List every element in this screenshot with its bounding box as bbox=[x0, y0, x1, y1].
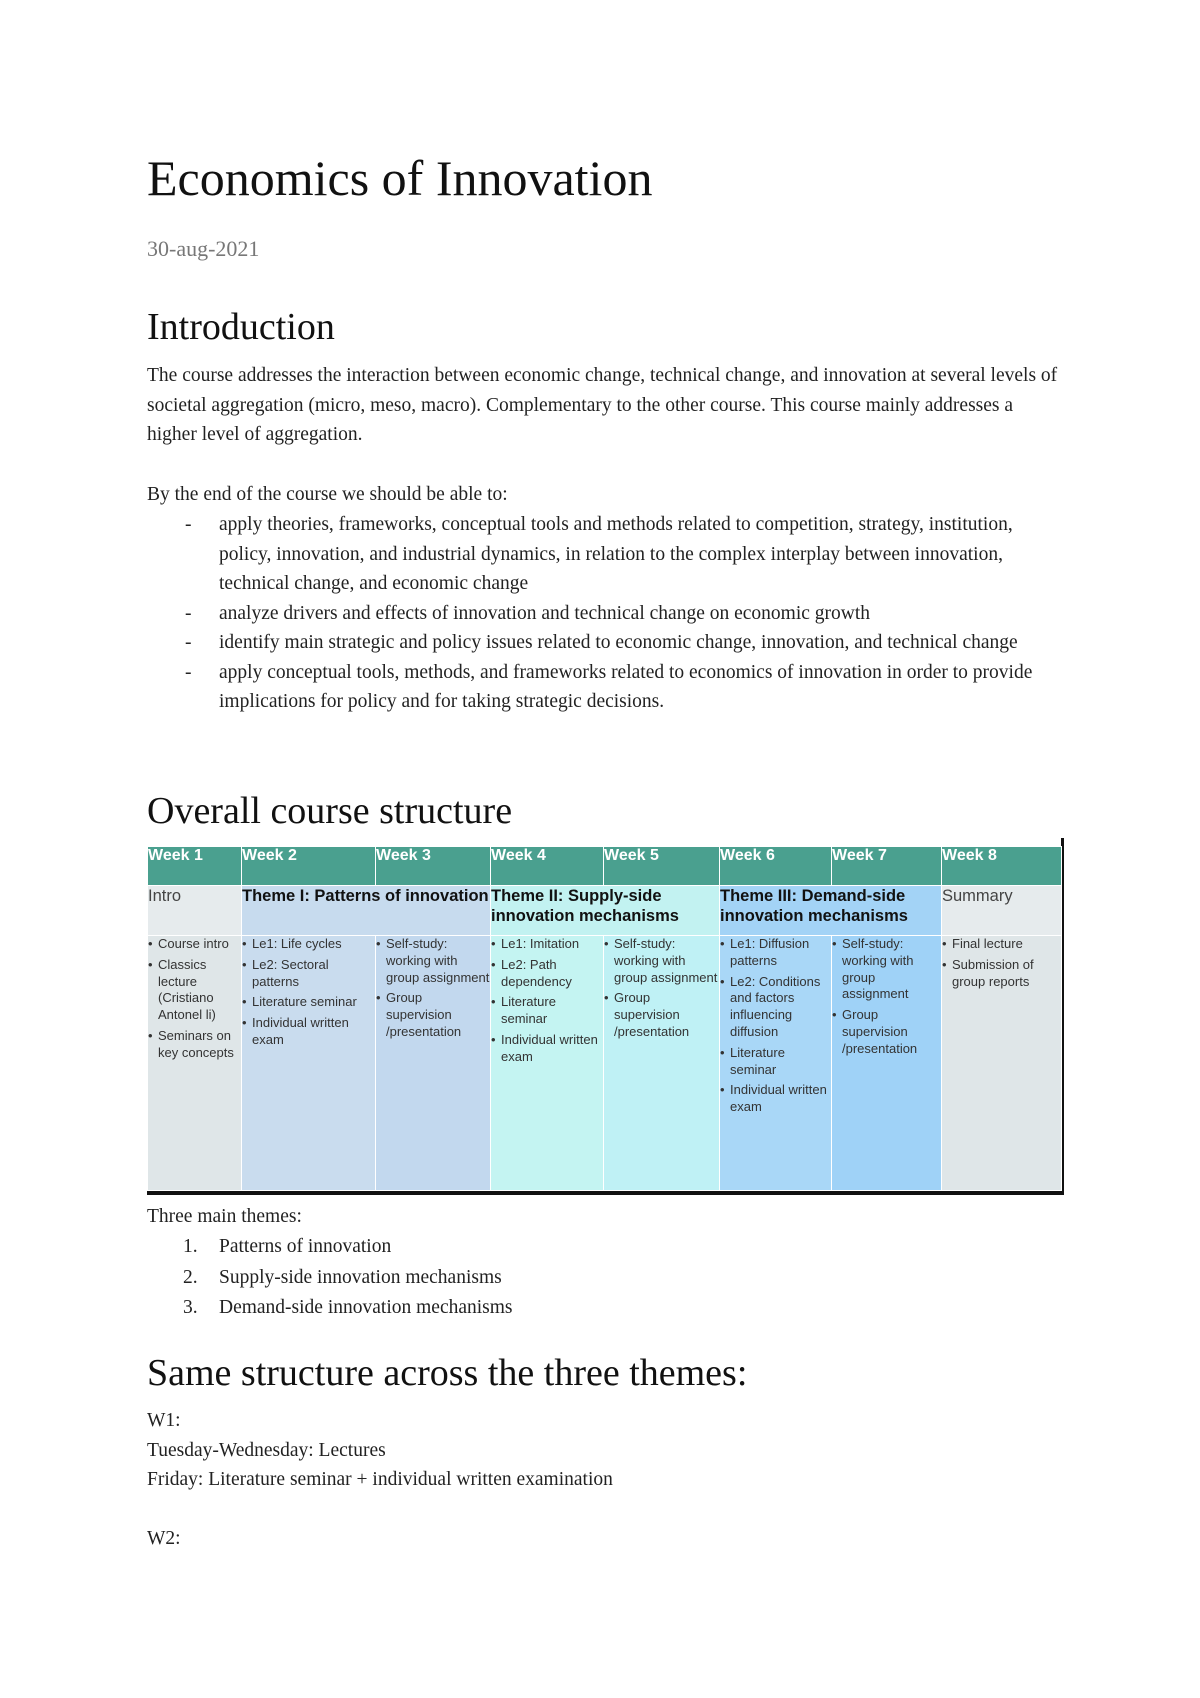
theme-row bbox=[148, 886, 1062, 936]
goals-list bbox=[147, 510, 1067, 717]
activity-item: • Course intro bbox=[148, 936, 241, 953]
week-header: Week 3 bbox=[376, 847, 491, 886]
activity-item: • Le1: Life cycles bbox=[242, 936, 375, 953]
activity-item: • Individual written exam bbox=[720, 1082, 831, 1116]
activity-item: • Self-study: working with group assignment bbox=[604, 936, 719, 986]
activity-item: • Group supervision /presentation bbox=[832, 1007, 941, 1057]
week-header: Week 7 bbox=[832, 847, 942, 886]
activity-item: • Submission of group reports bbox=[942, 957, 1061, 991]
intro-heading: Introduction bbox=[147, 306, 335, 348]
structure-heading: Overall course structure bbox=[147, 790, 513, 832]
theme-cell-summary: Summary bbox=[942, 886, 1062, 936]
course-schedule-table bbox=[147, 846, 1064, 1195]
week-header: Week 5 bbox=[604, 847, 720, 886]
theme-cell-3: Theme III: Demand-side innovation mechanisms bbox=[720, 886, 942, 936]
cell-week-5 bbox=[604, 936, 720, 1191]
theme-text: Patterns of innovation bbox=[219, 1236, 392, 1257]
activity-item: • Self-study: working with group assignment bbox=[376, 936, 490, 986]
activity-item: • Final lecture bbox=[942, 936, 1061, 953]
page-title: Economics of Innovation bbox=[147, 150, 653, 206]
document-date: 30-aug-2021 bbox=[147, 236, 260, 261]
schedule-line: Friday: Literature seminar + individual written examination bbox=[147, 1469, 613, 1490]
goals-lead: By the end of the course we should be able to: bbox=[147, 484, 508, 505]
week-header: Week 2 bbox=[242, 847, 376, 886]
goal-item: - identify main strategic and policy issues related to economic change, innovation, and technical change bbox=[147, 628, 1067, 658]
week-header: Week 4 bbox=[491, 847, 604, 886]
theme-number: 2. bbox=[183, 1266, 198, 1288]
activity-item: • Group supervision /presentation bbox=[604, 990, 719, 1040]
week-header: Week 6 bbox=[720, 847, 832, 886]
activity-item: • Literature seminar bbox=[242, 994, 375, 1011]
theme-cell-1: Theme I: Patterns of innovation bbox=[242, 886, 491, 936]
goal-item: - apply conceptual tools, methods, and frameworks related to economics of innovation in order to provide implications for policy and for taking strategic decisions. bbox=[147, 658, 1067, 717]
activity-item: • Literature seminar bbox=[491, 994, 603, 1028]
theme-cell-intro: Intro bbox=[148, 886, 242, 936]
cell-week-3 bbox=[376, 936, 491, 1191]
activity-item: • Seminars on key concepts bbox=[148, 1028, 241, 1062]
week-label: W2: bbox=[147, 1528, 181, 1549]
same-structure-heading: Same structure across the three themes: bbox=[147, 1352, 748, 1394]
activity-item: • Le2: Conditions and factors influencing diffusion bbox=[720, 974, 831, 1041]
cell-week-7 bbox=[832, 936, 942, 1191]
activity-item: • Le2: Sectoral patterns bbox=[242, 957, 375, 991]
week-header: Week 1 bbox=[148, 847, 242, 886]
theme-cell-2: Theme II: Supply-side innovation mechanisms bbox=[491, 886, 720, 936]
theme-number: 3. bbox=[183, 1297, 198, 1318]
activity-item: • Group supervision /presentation bbox=[376, 990, 490, 1040]
cell-week-8 bbox=[942, 936, 1062, 1191]
cell-week-1 bbox=[148, 936, 242, 1191]
activity-item: • Le1: Diffusion patterns bbox=[720, 936, 831, 970]
theme-item bbox=[147, 1263, 513, 1294]
theme-number: 1. bbox=[183, 1236, 198, 1257]
activities-row bbox=[148, 936, 1062, 1191]
week-header: Week 8 bbox=[942, 847, 1062, 886]
activity-item: • Individual written exam bbox=[242, 1015, 375, 1049]
activity-item: • Classics lecture (Cristiano Antonel li) bbox=[148, 957, 241, 1024]
week-header-row bbox=[148, 847, 1062, 886]
cell-week-6 bbox=[720, 936, 832, 1191]
theme-text: Demand-side innovation mechanisms bbox=[219, 1297, 513, 1318]
themes-lead: Three main themes: bbox=[147, 1206, 302, 1227]
week-label: W1: bbox=[147, 1410, 181, 1431]
theme-item bbox=[147, 1232, 513, 1263]
main-themes-list bbox=[147, 1232, 513, 1324]
theme-text: Supply-side innovation mechanisms bbox=[219, 1266, 502, 1288]
activity-item: • Le1: Imitation bbox=[491, 936, 603, 953]
cell-week-2 bbox=[242, 936, 376, 1191]
intro-paragraph: The course addresses the interaction between economic change, technical change, and innovation at several levels of societal aggregation (micro, meso, macro). Complementary to the other course. This course mainly addresses a higher level of aggregation. bbox=[147, 365, 1058, 445]
goal-item: - apply theories, frameworks, conceptual tools and methods related to competition, strategy, institution, policy, innovation, and industrial dynamics, in relation to the complex interplay between innovation, technical change, and economic change bbox=[147, 510, 1067, 599]
activity-item: • Le2: Path dependency bbox=[491, 957, 603, 991]
activity-item: • Individual written exam bbox=[491, 1032, 603, 1066]
theme-item bbox=[147, 1293, 513, 1324]
schedule-line: Tuesday-Wednesday: Lectures bbox=[147, 1440, 386, 1461]
activity-item: • Literature seminar bbox=[720, 1045, 831, 1079]
cell-week-4 bbox=[491, 936, 604, 1191]
activity-item: • Self-study: working with group assignment bbox=[832, 936, 941, 1003]
goal-item: - analyze drivers and effects of innovation and technical change on economic growth bbox=[147, 599, 1067, 629]
